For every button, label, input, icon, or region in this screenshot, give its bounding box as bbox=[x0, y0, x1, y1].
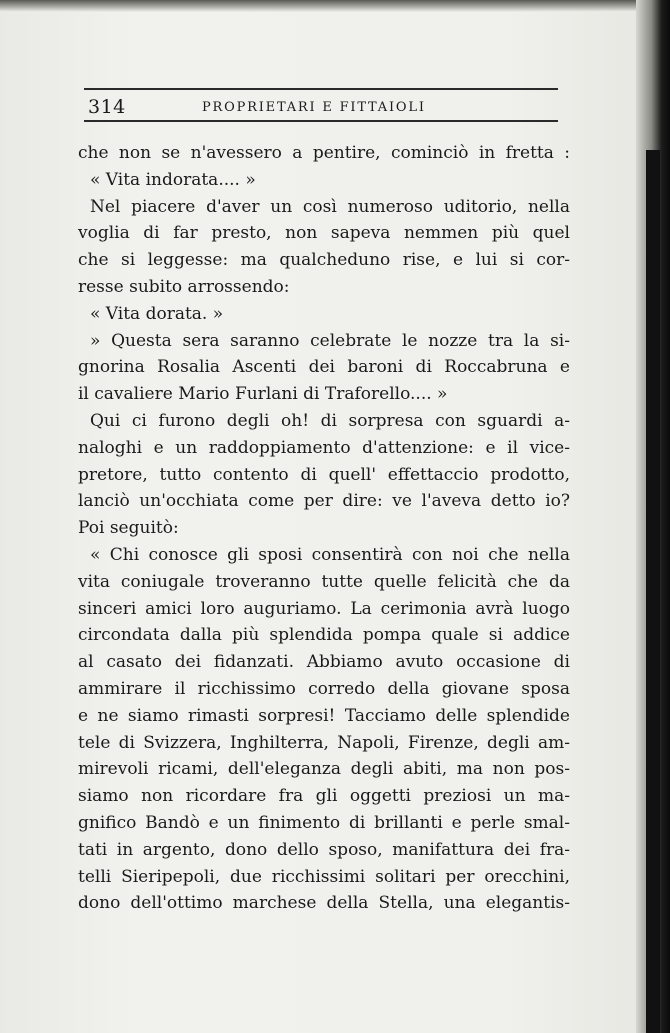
text-line: telli Sieripepoli, due ricchissimi solitari per orecchini, bbox=[78, 866, 570, 887]
text-line: gnorina Rosalia Ascenti dei baroni di Roccabruna e bbox=[78, 357, 570, 378]
text-line: e ne siamo rimasti sorpresi! Tacciamo delle splendide bbox=[78, 705, 570, 726]
text-line: siamo non ricordare fra gli oggetti preziosi un ma- bbox=[78, 786, 570, 807]
text-line: che si leggesse: ma qualcheduno rise, e lui si cor- bbox=[78, 250, 570, 271]
text-line: « Chi conosce gli sposi consentirà con noi che nella bbox=[90, 544, 570, 565]
text-line: tele di Svizzera, Inghilterra, Napoli, Firenze, degli am- bbox=[78, 732, 570, 753]
text-line: voglia di far presto, non sapeva nemmen più quel bbox=[78, 223, 570, 244]
text-line: Qui ci furono degli oh! di sorpresa con sguardi a- bbox=[90, 410, 570, 431]
page-binding-edge bbox=[636, 0, 670, 1033]
text-line: circondata dalla più splendida pompa quale si addice bbox=[78, 625, 570, 646]
header-rule-top bbox=[84, 88, 558, 90]
text-line: Poi seguitò: bbox=[78, 518, 179, 539]
text-line: resse subito arrossendo: bbox=[78, 276, 290, 297]
text-line: » Questa sera saranno celebrate le nozze tra la si- bbox=[90, 330, 570, 351]
text-line: ammirare il ricchissimo corredo della giovane sposa bbox=[78, 678, 570, 699]
text-line: mirevoli ricami, dell'eleganza degli abiti, ma non pos- bbox=[78, 759, 570, 780]
body-text bbox=[78, 140, 570, 917]
page-top-shadow bbox=[0, 0, 670, 12]
running-title: PROPRIETARI E FITTAIOLI bbox=[202, 100, 426, 115]
text-line: che non se n'avessero a pentire, cominciò in fretta : bbox=[78, 143, 570, 163]
text-line: « Vita dorata. » bbox=[90, 303, 224, 324]
text-line: tati in argento, dono dello sposo, manifattura dei fra- bbox=[78, 839, 570, 860]
text-line: pretore, tutto contento di quell' effettaccio prodotto, bbox=[78, 464, 570, 485]
text-line: gnifico Bandò e un finimento di brillanti e perle smal- bbox=[78, 812, 570, 833]
text-line: sinceri amici loro auguriamo. La cerimonia avrà luogo bbox=[78, 598, 570, 619]
text-line: Nel piacere d'aver un così numeroso uditorio, nella bbox=[90, 196, 570, 217]
text-line: al casato dei fidanzati. Abbiamo avuto occasione di bbox=[78, 652, 570, 673]
text-line: « Vita indorata.... » bbox=[90, 169, 256, 190]
binding-shadow bbox=[646, 150, 660, 1033]
text-line: dono dell'ottimo marchese della Stella, una elegantis- bbox=[78, 893, 570, 914]
text-line: naloghi e un raddoppiamento d'attenzione: e il vice- bbox=[78, 437, 570, 458]
text-line: il cavaliere Mario Furlani di Traforello.... » bbox=[78, 384, 448, 405]
text-line: vita coniugale troveranno tutte quelle felicità che da bbox=[78, 571, 570, 592]
header-rule-bottom bbox=[84, 120, 558, 122]
page-number: 314 bbox=[88, 96, 126, 118]
text-line: lanciò un'occhiata come per dire: ve l'aveva detto io? bbox=[78, 491, 570, 512]
